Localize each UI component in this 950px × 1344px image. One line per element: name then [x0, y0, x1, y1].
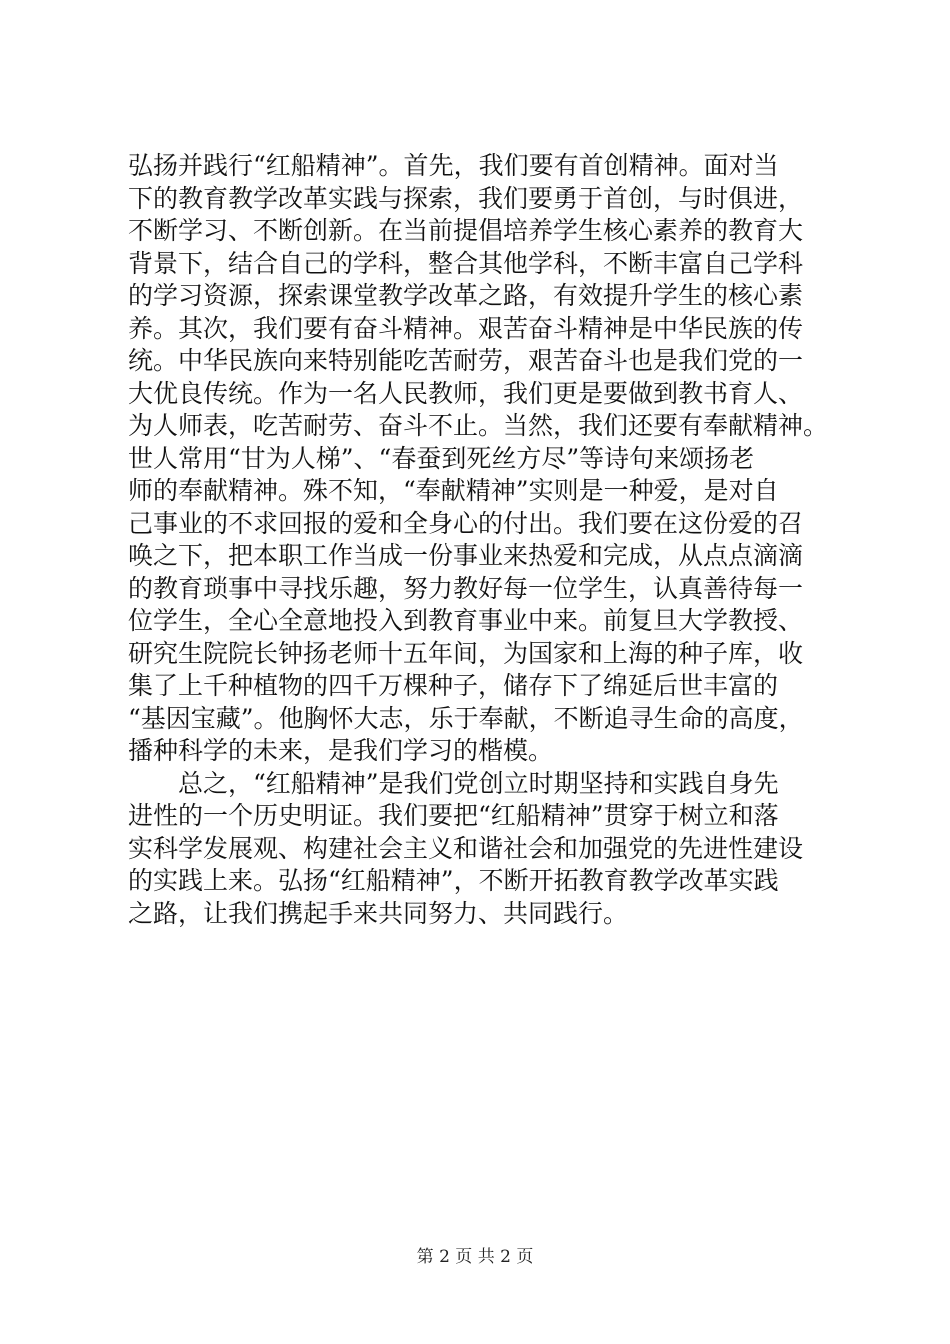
- text-line: 实科学发展观、构建社会主义和谐社会和加强党的先进性建设: [128, 833, 804, 863]
- text-line: 世人常用“甘为人梯”、“春蚕到死丝方尽”等诗句来颂扬老: [128, 443, 755, 473]
- text-line: 为人师表，吃苦耐劳、奋斗不止。当然，我们还要有奉献精神。: [128, 411, 829, 440]
- paragraph-start-line: 总之，“红船精神”是我们党创立时期坚持和实践自身先: [178, 768, 779, 798]
- text-line: 进性的一个历史明证。我们要把“红船精神”贯穿于树立和落: [128, 801, 779, 830]
- text-line: 研究生院院长钟扬老师十五年间，为国家和上海的种子库，收: [128, 638, 804, 668]
- text-line: 集了上千种植物的四千万棵种子，储存下了绵延后世丰富的: [128, 671, 779, 700]
- text-line: 下的教育教学改革实践与探索，我们要勇于首创，与时俱进，: [128, 183, 804, 213]
- text-line: 的学习资源，探索课堂教学改革之路，有效提升学生的核心素: [128, 281, 804, 310]
- text-line: 养。其次，我们要有奋斗精神。艰苦奋斗精神是中华民族的传: [128, 313, 804, 343]
- text-line: 大优良传统。作为一名人民教师，我们更是要做到教书育人、: [128, 378, 804, 408]
- text-line: “基因宝藏”。他胸怀大志，乐于奉献，不断追寻生命的高度，: [128, 703, 804, 733]
- text-line: 之路，让我们携起手来共同努力、共同践行。: [128, 898, 629, 928]
- text-line: 师的奉献精神。殊不知，“奉献精神”实则是一种爱，是对自: [128, 476, 779, 505]
- page-number-footer: 第 2 页 共 2 页: [416, 1247, 534, 1267]
- text-line: 统。中华民族向来特别能吃苦耐劳，艰苦奋斗也是我们党的一: [128, 346, 804, 375]
- text-line: 播种科学的未来，是我们学习的楷模。: [128, 736, 554, 765]
- body-text: [128, 150, 828, 930]
- text-line: 的实践上来。弘扬“红船精神”，不断开拓教育教学改革实践: [128, 866, 779, 895]
- text-line: 唤之下，把本职工作当成一份事业来热爱和完成，从点点滴滴: [128, 541, 804, 570]
- text-line: 不断学习、不断创新。在当前提倡培养学生核心素养的教育大: [128, 216, 804, 245]
- text-line: 己事业的不求回报的爱和全身心的付出。我们要在这份爱的召: [128, 508, 804, 538]
- text-line: 位学生，全心全意地投入到教育事业中来。前复旦大学教授、: [128, 606, 804, 635]
- text-line: 的教育琐事中寻找乐趣，努力教好每一位学生，认真善待每一: [128, 573, 804, 603]
- text-line: 背景下，结合自己的学科，整合其他学科，不断丰富自己学科: [128, 248, 804, 278]
- text-line: 弘扬并践行“红船精神”。首先，我们要有首创精神。面对当: [128, 151, 779, 180]
